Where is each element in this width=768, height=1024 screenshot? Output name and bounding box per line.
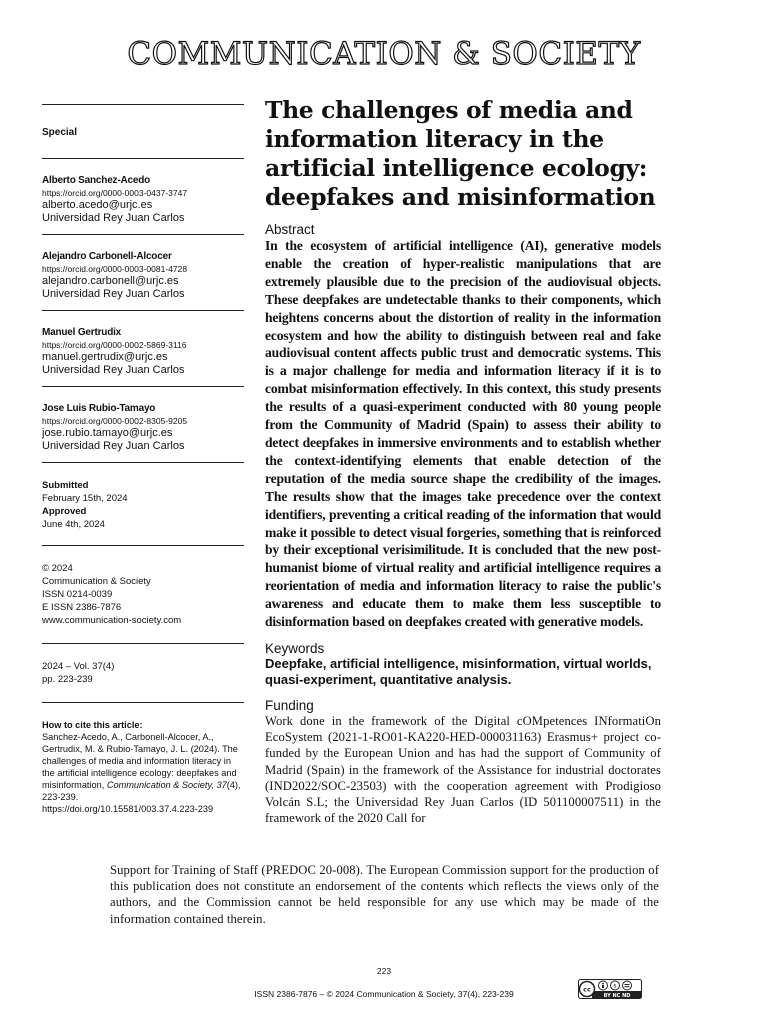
volume: 2024 – Vol. 37(4) [42, 661, 115, 672]
abstract-heading: Abstract [265, 222, 315, 237]
approved-date: June 4th, 2024 [42, 519, 105, 530]
eissn: E ISSN 2386-7876 [42, 602, 122, 613]
divider [42, 702, 244, 703]
author-orcid[interactable]: https://orcid.org/0000-0003-0081-4728 [42, 264, 188, 274]
pages: pp. 223-239 [42, 674, 93, 685]
divider [42, 643, 244, 644]
funding-text-continued: Support for Training of Staff (PREDOC 20-008). The European Commission support for the production of this publication does not constitute an endorsement of the contents which reflects the views only of the authors, and the Commission cannot be held responsible for any use which may be made of the information contained therein. [110, 863, 659, 926]
author-affiliation: Universidad Rey Juan Carlos [42, 364, 185, 376]
divider [42, 234, 244, 235]
article-main [265, 96, 661, 826]
copyright-year: © 2024 [42, 563, 73, 574]
copyright-block [42, 562, 244, 627]
author-block [42, 403, 244, 452]
article-title: The challenges of media and information literacy in the artificial intelligence ecology: deepfakes and misinformation [265, 96, 656, 211]
author-email[interactable]: alejandro.carbonell@urjc.es [42, 275, 179, 287]
dates-block [42, 479, 244, 531]
cc-license-icon[interactable] [578, 979, 642, 999]
keywords-heading: Keywords [265, 640, 325, 656]
cite-label: How to cite this article: [42, 720, 143, 730]
svg-text:cc: cc [583, 985, 591, 994]
svg-text:$: $ [613, 983, 617, 990]
funding-heading: Funding [265, 697, 314, 713]
section-label: Special [42, 127, 78, 138]
divider [42, 158, 244, 159]
funding-text: Work done in the framework of the Digital cOMpetences INformatiOn EcoSystem (2021-1-RO01-KA220-HED-000031163) Erasmus+ project co-funded by the European Union and has had the support of Community of Madrid (Spain) in the framework of the Assistance for industrial doctorates (IND2022/SOC-23503) with the cooperation agreement with Prodigioso Volcán S.L; the Universidad Rey Juan Carlos (ID 501100007511) in the framework of the 2020 Call for [265, 713, 661, 826]
author-name: Alejandro Carbonell-Alcocer [42, 251, 172, 262]
author-block [42, 175, 244, 224]
author-name: Jose Luis Rubio-Tamayo [42, 403, 156, 414]
cite-doi[interactable]: https://doi.org/10.15581/003.37.4.223-239 [42, 804, 214, 814]
cite-pre: Sanchez-Acedo, A., Carbonell-Alcocer, A., Gertrudix, M. & Rubio-Tamayo, J. L. (2024). The challenges of media and information literacy in the artificial intelligence ecology: deepfakes and misinformation, [42, 732, 238, 790]
author-orcid[interactable]: https://orcid.org/0000-0002-8305-9205 [42, 416, 188, 426]
footer-citation: ISSN 2386-7876 – © 2024 Communication & Society, 37(4), 223-239 [254, 989, 514, 999]
journal-title: COMMUNICATION & SOCIETY [127, 36, 641, 72]
website-link[interactable]: www.communication-society.com [42, 615, 182, 626]
author-orcid[interactable]: https://orcid.org/0000-0003-0437-3747 [42, 188, 188, 198]
divider [42, 386, 244, 387]
author-affiliation: Universidad Rey Juan Carlos [42, 288, 185, 300]
author-affiliation: Universidad Rey Juan Carlos [42, 440, 185, 452]
author-block [42, 251, 244, 300]
article-sidebar [42, 104, 244, 815]
license-text: BY NC ND [603, 993, 631, 999]
author-orcid[interactable]: https://orcid.org/0000-0002-5869-3116 [42, 340, 187, 350]
volume-block [42, 660, 244, 686]
author-email[interactable]: jose.rubio.tamayo@urjc.es [42, 427, 173, 439]
author-name: Alberto Sanchez-Acedo [42, 175, 151, 186]
page-number: 223 [376, 966, 392, 976]
cite-journal: Communication & Society, 37 [106, 780, 227, 790]
submitted-date: February 15th, 2024 [42, 493, 128, 504]
author-email[interactable]: manuel.gertrudix@urjc.es [42, 351, 168, 363]
author-email[interactable]: alberto.acedo@urjc.es [42, 199, 153, 211]
abstract-text: In the ecosystem of artificial intelligence (AI), generative models enable the creation of hyper-realistic manipulations that are extremely plausible due to the precision of the audiovisual objects. These deepfakes are undetectable thanks to their components, which heightens concerns about the distortion of reality in the information ecosystem and how the ability to distinguish between real and fake audiovisual content affects public trust and democratic systems. This is a major challenge for media and information literacy if it is to combat misinformation effectively. In this context, this study presents the results of a quasi-experiment conducted with 80 young people from the Community of Madrid (Spain) to assess their ability to detect deepfakes in immersive environments and to establish whether the context-identifying elements that enable detection of the reputation of the media source shape the credibility of the images. The results show that the images take precedence over the context identifiers, preventing a critical reading of the information that would make it possible to detect visual forgeries, something that is reinforced by their exceptional verisimilitude. It is concluded that the new post-humanist biome of virtual reality and artificial intelligence requires a reorientation of media and information literacy to raise the public's awareness and educate them to make them less susceptible to disinformation based on deepfakes created with generative models. [265, 238, 661, 630]
keywords-text: Deepfake, artificial intelligence, misinformation, virtual worlds, quasi-experiment, quantitative analysis. [265, 655, 652, 687]
author-affiliation: Universidad Rey Juan Carlos [42, 212, 185, 224]
divider [42, 104, 244, 105]
cite-post: (4), 223-239. [42, 780, 241, 802]
citation-block [42, 719, 244, 815]
cite-text [42, 731, 244, 803]
divider [42, 545, 244, 546]
copyright-holder: Communication & Society [42, 576, 151, 587]
divider [42, 462, 244, 463]
divider [42, 310, 244, 311]
submitted-label: Submitted [42, 480, 89, 491]
author-block [42, 327, 244, 376]
issn: ISSN 0214-0039 [42, 589, 113, 600]
author-name: Manuel Gertrudix [42, 327, 122, 338]
approved-label: Approved [42, 506, 87, 517]
